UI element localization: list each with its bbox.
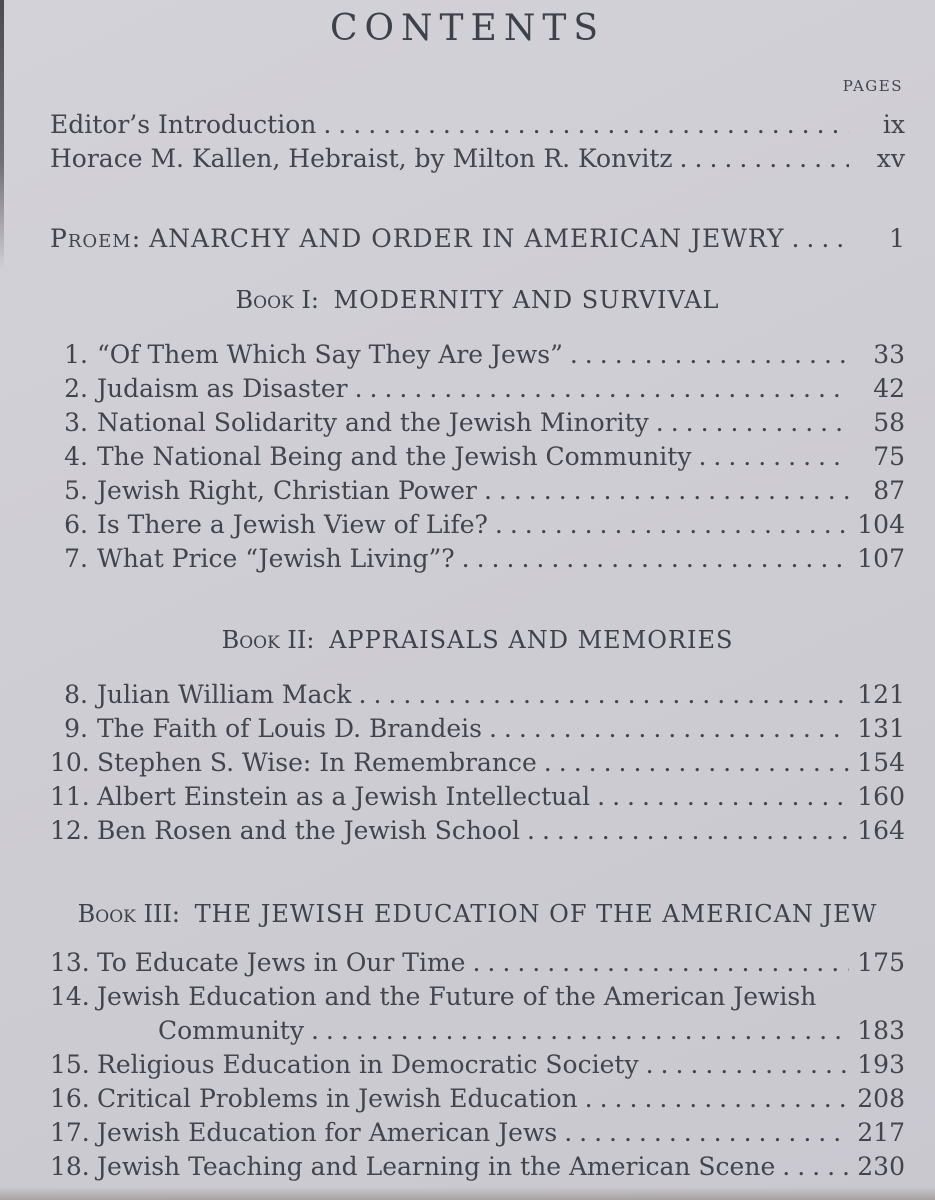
dot-leader	[693, 440, 849, 474]
entry-number: 7.	[64, 544, 88, 573]
dot-leader	[592, 780, 849, 814]
page-title: CONTENTS	[329, 8, 606, 49]
toc-block	[50, 222, 905, 256]
book-heading	[50, 624, 905, 656]
book-heading	[50, 284, 905, 316]
dot-leader	[565, 338, 849, 372]
entry-page: 193	[857, 1050, 905, 1079]
entry-title: Julian William Mack	[97, 680, 352, 709]
entry-number: 18.	[50, 1152, 90, 1181]
toc-block	[50, 108, 905, 176]
entry-number: 2.	[64, 374, 88, 403]
toc-row	[50, 508, 905, 542]
dot-leader	[651, 406, 849, 440]
toc-row	[50, 108, 905, 142]
entry-page: 175	[857, 948, 905, 977]
dot-leader	[777, 1150, 849, 1184]
entry-title: Jewish Education and the Future of the American Jewish	[97, 982, 817, 1011]
entry-page: 58	[873, 408, 905, 437]
dot-leader	[539, 746, 849, 780]
toc-block	[50, 678, 905, 848]
row-label: Proem:	[50, 224, 142, 253]
toc-row	[50, 406, 905, 440]
toc-row	[50, 980, 905, 1014]
toc-row	[50, 678, 905, 712]
book-heading-title: MODERNITY AND SURVIVAL	[324, 286, 720, 314]
entry-page: 33	[873, 340, 905, 369]
book-heading-title: APPRAISALS AND MEMORIES	[320, 626, 734, 654]
entry-title: Judaism as Disaster	[97, 374, 348, 403]
entry-title: Ben Rosen and the Jewish School	[97, 816, 521, 845]
entry-page: 75	[873, 442, 905, 471]
toc-row	[50, 338, 905, 372]
toc-block	[50, 338, 905, 576]
entry-title: Is There a Jewish View of Life?	[97, 510, 488, 539]
entry-page: 121	[857, 680, 905, 709]
entry-title: Stephen S. Wise: In Remembrance	[97, 748, 537, 777]
entry-number: 8.	[64, 680, 88, 709]
entry-page: 164	[857, 816, 905, 845]
book-heading	[50, 898, 905, 930]
dot-leader	[354, 678, 849, 712]
dot-leader	[641, 1048, 849, 1082]
toc-row	[50, 474, 905, 508]
entry-title: The Faith of Louis D. Brandeis	[97, 714, 482, 743]
entry-number: 14.	[50, 982, 90, 1011]
entry-number: 3.	[64, 408, 88, 437]
dot-leader	[484, 712, 849, 746]
entry-number: 5.	[64, 476, 88, 505]
toc-row	[50, 814, 905, 848]
toc-row	[50, 222, 905, 256]
entry-page: 107	[857, 544, 905, 573]
entry-page: 131	[857, 714, 905, 743]
entry-number: 12.	[50, 816, 90, 845]
dot-leader	[490, 508, 849, 542]
entry-number: 11.	[50, 782, 90, 811]
entry-page: ix	[882, 110, 905, 139]
entry-page: 1	[889, 224, 905, 253]
entry-page: 183	[857, 1016, 905, 1045]
book-label: Book II:	[221, 626, 315, 654]
entry-page: 87	[873, 476, 905, 505]
entry-page: xv	[876, 144, 905, 173]
toc-row	[50, 440, 905, 474]
entry-title: Community	[158, 1016, 304, 1045]
dot-leader	[479, 474, 849, 508]
dot-leader	[457, 542, 849, 576]
toc-block	[50, 946, 905, 1184]
toc-row	[50, 780, 905, 814]
dot-leader	[580, 1082, 849, 1116]
entry-title: National Solidarity and the Jewish Minority	[97, 408, 649, 437]
entry-page: 154	[857, 748, 905, 777]
dot-leader	[318, 108, 849, 142]
entry-title: Jewish Education for American Jews	[97, 1118, 558, 1147]
dot-leader	[306, 1014, 849, 1048]
entry-title: What Price “Jewish Living”?	[97, 544, 455, 573]
dot-leader	[467, 946, 849, 980]
table-of-contents	[0, 108, 935, 1184]
dot-leader	[350, 372, 849, 406]
dot-leader	[675, 142, 849, 176]
entry-page: 217	[857, 1118, 905, 1147]
dot-leader	[559, 1116, 849, 1150]
entry-title: Jewish Teaching and Learning in the American Scene	[97, 1152, 776, 1181]
dot-leader	[786, 222, 849, 256]
entry-title: Albert Einstein as a Jewish Intellectual	[97, 782, 591, 811]
dot-leader	[522, 814, 849, 848]
entry-number: 13.	[50, 948, 90, 977]
toc-row	[50, 1014, 905, 1048]
entry-page: 208	[857, 1084, 905, 1113]
entry-title: Critical Problems in Jewish Education	[97, 1084, 578, 1113]
toc-row	[50, 1082, 905, 1116]
entry-title: The National Being and the Jewish Community	[97, 442, 692, 471]
entry-number: 16.	[50, 1084, 90, 1113]
entry-number: 10.	[50, 748, 90, 777]
entry-title: “Of Them Which Say They Are Jews”	[97, 340, 563, 369]
entry-number: 17.	[50, 1118, 90, 1147]
page-bottom-edge-shadow	[0, 1187, 935, 1200]
entry-title: Proem: ANARCHY AND ORDER IN AMERICAN JEWRY	[50, 224, 785, 253]
entry-number: 9.	[64, 714, 88, 743]
entry-title: Jewish Right, Christian Power	[97, 476, 477, 505]
book-heading-title: THE JEWISH EDUCATION OF THE AMERICAN JEW	[186, 900, 878, 928]
entry-page: 42	[873, 374, 905, 403]
book-label: Book I:	[235, 286, 319, 314]
toc-row	[50, 946, 905, 980]
entry-page: 160	[857, 782, 905, 811]
toc-row	[50, 712, 905, 746]
book-label: Book III:	[77, 900, 181, 928]
entry-number: 15.	[50, 1050, 90, 1079]
toc-row	[50, 1048, 905, 1082]
toc-row	[50, 542, 905, 576]
entry-title: Editor’s Introduction	[50, 110, 317, 139]
entry-page: 230	[857, 1152, 905, 1181]
entry-number: 1.	[64, 340, 88, 369]
entry-page: 104	[857, 510, 905, 539]
entry-title: To Educate Jews in Our Time	[97, 948, 466, 977]
entry-number: 6.	[64, 510, 88, 539]
toc-row	[50, 1116, 905, 1150]
pages-column-header: PAGES	[842, 77, 903, 95]
toc-row	[50, 746, 905, 780]
toc-row	[50, 372, 905, 406]
toc-row	[50, 1150, 905, 1184]
entry-title: Horace M. Kallen, Hebraist, by Milton R. Konvitz	[50, 144, 673, 173]
toc-row	[50, 142, 905, 176]
entry-title: Religious Education in Democratic Society	[97, 1050, 639, 1079]
entry-number: 4.	[64, 442, 88, 471]
